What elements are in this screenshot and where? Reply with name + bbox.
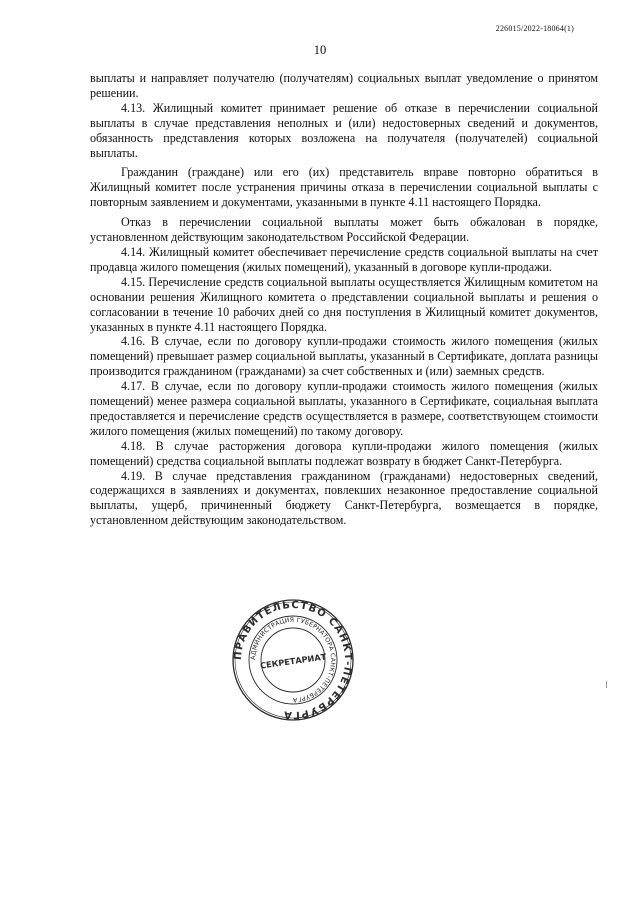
paragraph-4-14: 4.14. Жилищный комитет обеспечивает перечисление средств социальной выплаты на счет продавца жилого помещения (жилых помещений), указанный в договоре купли-продажи. — [90, 244, 598, 274]
margin-mark — [606, 681, 607, 688]
paragraph-4-13: 4.13. Жилищный комитет принимает решение об отказе в перечислении социальной выплаты в случае представления неполных и (или) недостоверных сведений и документов, обязанность представления которых возложена на получателя (получателей) социальной выплаты. — [90, 100, 598, 160]
page-number: 10 — [313, 43, 327, 57]
seal-graphic — [231, 598, 355, 722]
paragraph-appeal: Отказ в перечислении социальной выплаты может быть обжалован в порядке, установленном действующим законодательством Российской Федерации. — [90, 215, 598, 245]
document-registration-number: 226015/2022-18064(1) — [495, 24, 574, 33]
paragraph-4-18: 4.18. В случае расторжения договора купли-продажи жилого помещения (жилых помещений) средства социальной выплаты подлежат возврату в бюджет Санкт-Петербурга. — [90, 438, 598, 468]
official-seal — [231, 598, 355, 722]
paragraph-repeat-application: Гражданин (граждане) или его (их) представитель вправе повторно обратиться в Жилищный комитет после устранения причины отказа в перечислении социальной выплаты с повторным заявлением и документами, указанными в пункте 4.11 настоящего Порядка. — [90, 165, 598, 210]
seal-outer-text: ПРАВИТЕЛЬСТВО САНКТ-ПЕТЕРБУРГА — [232, 599, 354, 721]
paragraph-continuation: выплаты и направляет получателю (получателям) социальных выплат уведомление о принятом решении. — [90, 71, 598, 100]
document-body — [90, 71, 598, 528]
seal-center-text: СЕКРЕТАРИАТ — [259, 651, 327, 671]
paragraph-4-15: 4.15. Перечисление средств социальной выплаты осуществляется Жилищным комитетом на основании решения Жилищного комитета о представлении социальной выплаты и решения о согласовании в течение 10 рабочих дней со дня поступления в Жилищный комитет документов, указанных в пункте 4.11 настоящего Порядка. — [90, 274, 598, 334]
paragraph-4-17: 4.17. В случае, если по договору купли-продажи стоимость жилого помещения (жилых помещений) менее размера социальной выплаты, указанного в Сертификате, социальная выплата предоставляется и перечисление средств осуществляется в размере, соответствующем стоимости жилого помещения (жилых помещений) по такому договору. — [90, 379, 598, 438]
paragraph-4-19: 4.19. В случае представления гражданином (гражданами) недостоверных сведений, содержащихся в заявлениях и документах, повлекших незаконное предоставление социальной выплаты, ущерб, причиненный бюджету Санкт-Петербурга, возмещается в порядке, установленном действующим законодательством. — [90, 468, 598, 528]
seal-inner-text: АДМИНИСТРАЦИЯ ГУБЕРНАТОРА САНКТ-ПЕТЕРБУРГА — [249, 616, 337, 704]
paragraph-4-16: 4.16. В случае, если по договору купли-продажи стоимость жилого помещения (жилых помещений) превышает размер социальной выплаты, указанный в Сертификате, доплата разницы производится гражданином (гражданами) за счет собственных и (или) заемных средств. — [90, 334, 598, 379]
